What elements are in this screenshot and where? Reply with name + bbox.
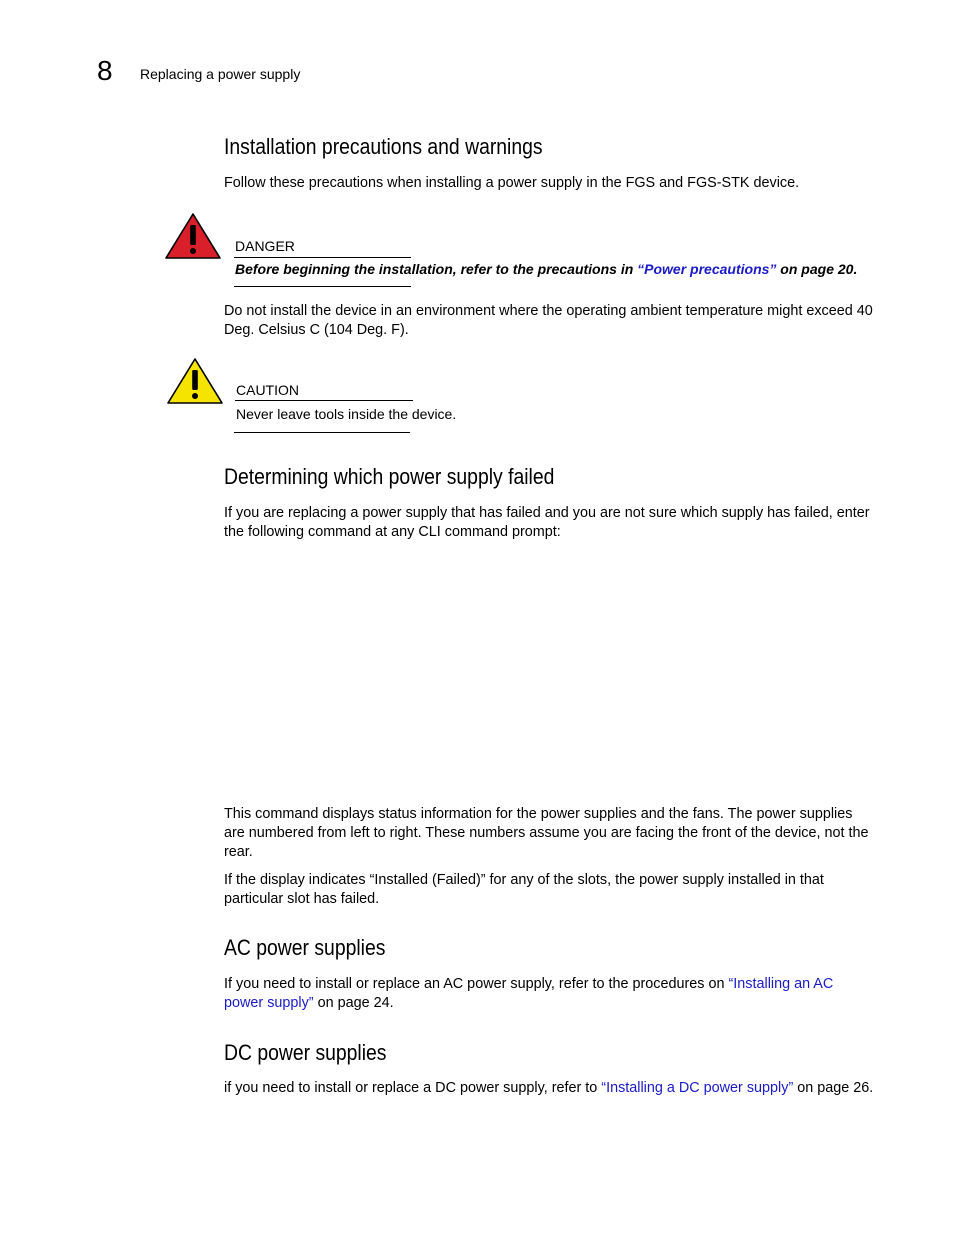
determining-intro: If you are replacing a power supply that has failed and you are not sure which supply has failed, enter the following command at any CLI command prompt: xyxy=(224,505,870,540)
installing-ac-link[interactable]: “Installing an AC power supply” xyxy=(224,976,834,1011)
section-title-precautions: Installation precautions and warnings xyxy=(224,134,543,159)
dc-text: if you need to install or replace a DC power supply, refer to “Installing a DC power supply” on page 26. xyxy=(224,1080,874,1096)
precautions-intro: Follow these precautions when installing a power supply in the FGS and FGS-STK device. xyxy=(224,175,800,191)
caution-triangle-icon xyxy=(166,357,224,405)
danger-rule-top xyxy=(234,257,411,258)
danger-text: Before beginning the installation, refer to the precautions in “Power precautions” on page 20. xyxy=(235,261,858,277)
caution-rule-top xyxy=(235,400,413,401)
section-title-dc: DC power supplies xyxy=(224,1040,387,1065)
section-title-determining: Determining which power supply failed xyxy=(224,464,555,489)
caution-text: Never leave tools inside the device. xyxy=(236,406,457,422)
power-precautions-link[interactable]: “Power precautions” xyxy=(637,261,777,277)
danger-rule-bottom xyxy=(234,286,411,287)
caution-label: CAUTION xyxy=(236,382,299,398)
danger-triangle-icon xyxy=(164,212,222,260)
chapter-number: 8 xyxy=(97,55,113,86)
running-title: Replacing a power supply xyxy=(140,66,301,82)
ac-text: If you need to install or replace an AC power supply, refer to the procedures on “Installing an AC power supply” on page 24. xyxy=(224,976,834,1011)
section-title-ac: AC power supplies xyxy=(224,935,386,960)
danger-label: DANGER xyxy=(235,238,295,254)
caution-rule-bottom xyxy=(234,432,410,433)
failed-note: If the display indicates “Installed (Failed)” for any of the slots, the power supply installed in that particular slot has failed. xyxy=(224,872,824,907)
installing-dc-link[interactable]: “Installing a DC power supply” xyxy=(601,1080,794,1096)
temperature-note: Do not install the device in an environment where the operating ambient temperature might exceed 40 Deg. Celsius C (104 Deg. F). xyxy=(224,303,873,338)
determining-explanation: This command displays status information for the power supplies and the fans. The power supplies are numbered from left to right. These numbers assume you are facing the front of the device, not the rear. xyxy=(224,806,869,860)
